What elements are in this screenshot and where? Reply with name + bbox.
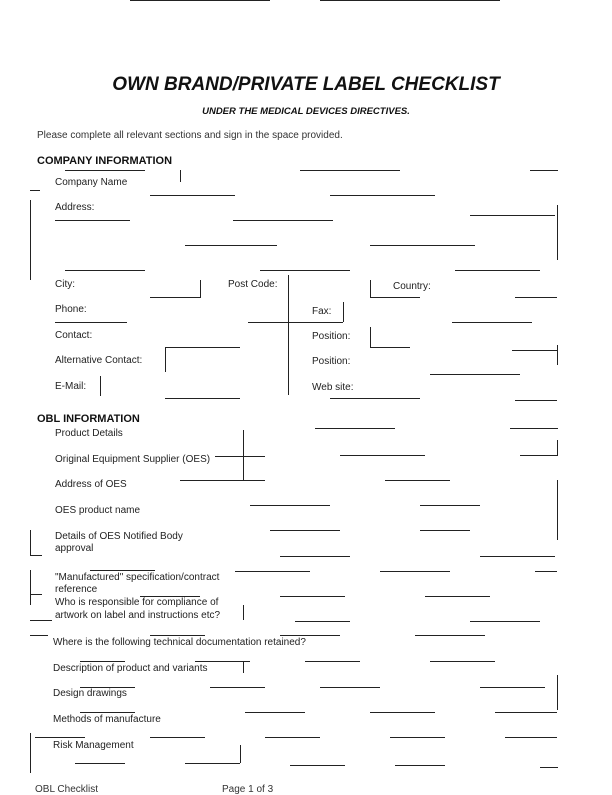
alt-position-label: Position: xyxy=(312,356,351,367)
page-title: OWN BRAND/PRIVATE LABEL CHECKLIST xyxy=(112,74,500,95)
city-label: City: xyxy=(55,279,75,290)
tech-doc-label: Where is the following technical documentation retained? xyxy=(53,637,306,648)
phone-label: Phone: xyxy=(55,304,87,315)
spec-label-2: reference xyxy=(55,584,98,595)
responsible-label: Who is responsible for compliance of xyxy=(55,597,219,608)
address-label: Address: xyxy=(55,202,95,213)
email-label: E-Mail: xyxy=(55,381,87,392)
description-label: Description of product and variants xyxy=(53,663,208,674)
oes-label: Original Equipment Supplier (OES) xyxy=(55,454,211,465)
responsible-label-2: artwork on label and instructions etc? xyxy=(55,610,221,621)
oes-product-label: OES product name xyxy=(55,505,141,516)
methods-label: Methods of manufacture xyxy=(53,714,161,725)
page-subtitle: UNDER THE MEDICAL DEVICES DIRECTIVES. xyxy=(202,106,410,117)
country-label: Country: xyxy=(393,281,431,292)
company-name-label: Company Name xyxy=(55,177,128,188)
website-label: Web site: xyxy=(312,382,354,393)
risk-label: Risk Management xyxy=(53,740,134,751)
drawings-label: Design drawings xyxy=(53,688,127,699)
contact-label: Contact: xyxy=(55,330,93,341)
position-label: Position: xyxy=(312,331,351,342)
product-details-label: Product Details xyxy=(55,428,123,439)
fax-label: Fax: xyxy=(312,306,332,317)
oes-address-label: Address of OES xyxy=(55,479,127,490)
footer-page: Page 1 of 3 xyxy=(222,784,274,795)
alt-contact-label: Alternative Contact: xyxy=(55,355,143,366)
footer-left: OBL Checklist xyxy=(35,784,98,795)
spec-label: "Manufactured" specification/contract xyxy=(55,572,220,583)
instructions: Please complete all relevant sections and sign in the space provided. xyxy=(37,130,343,141)
notified-body-label-2: approval xyxy=(55,543,94,554)
company-section-heading: COMPANY INFORMATION xyxy=(37,155,173,167)
notified-body-label: Details of OES Notified Body xyxy=(55,531,183,542)
post-code-label: Post Code: xyxy=(228,279,278,290)
obl-section-heading: OBL INFORMATION xyxy=(37,413,140,425)
